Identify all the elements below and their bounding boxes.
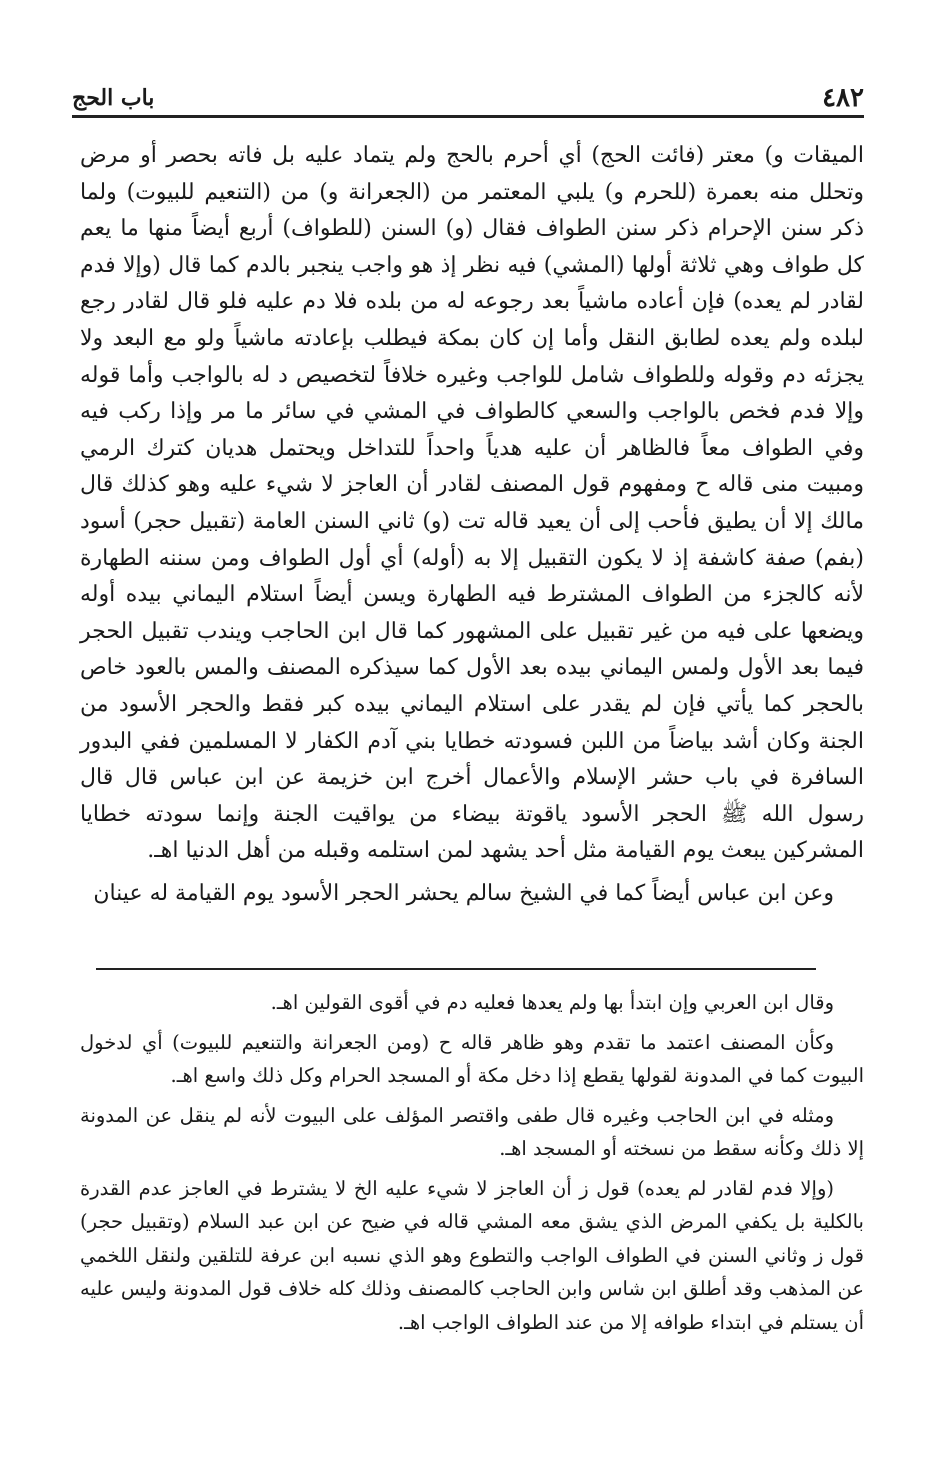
footnote-4: (وإلا فدم لقادر لم يعده) قول ز أن العاجز لا شيء عليه الخ لا يشترط في العاجز عدم القدرة بالكلية بل يكفي المرض الذي يشق معه المشي قاله في ضيح عن ابن عبد السلام (وتقبيل حجر) قول ز وثاني السنن في الطواف الواجب والتطوع وهو الذي نسبه ابن عرفة للتلقين ولنقل اللخمي عن المذهب وقد أطلق ابن شاس وابن الحاجب كالمصنف وذلك كله خلاف قول المدونة وليس عليه أن يستلم في ابتداء طوافه إلا من عند الطواف الواجب اهـ. bbox=[80, 1176, 864, 1334]
footnote-divider bbox=[96, 968, 816, 970]
main-paragraph-1: الميقات و) معتر (فائت الحج) أي أحرم بالحج ولم يتماد عليه بل فاته بحصر أو مرض وتحلل منه بعمرة (للحرم و) يلبي المعتمر من (الجعرانة و) من (التنعيم للبيوت) ولما ذكر سنن الإحرام ذكر سنن الطواف فقال (و) السنن (للطواف) أربع أيضاً منها ما يعم كل طواف وهي ثلاثة أولها (المشي) فيه نظر إذ هو واجب ينجبر بالدم كما قال (وإلا فدم لقادر لم يعده) فإن أعاده ماشياً بعد رجوعه له من بلده فلا دم عليه فلو قال لقادر رجع لبلده ولم يعده لطابق النقل وأما إن كان بمكة فيطلب بإعادته ماشياً ولو مع البعد ولا يجزئه دم وقوله وللطواف شامل للواجب وغيره خلافاً لتخصيص د له بالواجب وأما قوله وإلا فدم فخص بالواجب والسعي كالطواف في المشي في سائر ما مر وإذا ركب فيه وفي الطواف معاً فالظاهر أن عليه هدياً واحداً للتداخل ويحتمل هديان كترك الرمي ومبيت منى قاله ح ومفهوم قول المصنف لقادر أن العاجز لا شيء عليه وهو كذلك قال مالك إلا أن يطيق فأحب إلى أن يعيد قاله تت (و) ثاني السنن العامة (تقبيل حجر) أسود (بفم) صفة كاشفة إذ لا يكون التقبيل إلا به (أوله) أي أول الطواف ومن سننه الطهارة لأنه كالجزء من الطواف المشترط فيه الطهارة ويسن أيضاً استلام اليماني بيده أوله ويضعها على فيه من غير تقبيل على المشهور كما قال ابن الحاجب ويندب تقبيل الحجر فيما بعد الأول ولمس اليماني بيده بعد الأول كما سيذكره المصنف والمس بالعود خاص بالحجر كما يأتي فإن لم يقدر على استلام اليماني بيده كبر فقط والحجر الأسود من الجنة وكان أشد بياضاً من اللبن فسودته خطايا بني آدم الكفار لا المسلمين ففي البدور السافرة في باب حشر الإسلام والأعمال أخرج ابن خزيمة عن ابن عباس قال قال رسول الله ﷺ الحجر الأسود ياقوتة بيضاء من يواقيت الجنة وإنما سودته خطايا المشركين يبعث يوم القيامة مثل أحد يشهد لمن استلمه وقبله من أهل الدنيا اهـ. bbox=[80, 143, 864, 864]
footnote-2: وكأن المصنف اعتمد ما تقدم وهو ظاهر قاله ح (ومن الجعرانة والتنعيم للبيوت) أي لدخول البيوت كما في المدونة لقولها يقطع إذا دخل مكة أو المسجد الحرام وكل ذلك واسع اهـ. bbox=[80, 1030, 864, 1087]
header-rule bbox=[72, 115, 864, 118]
page-number: ٤٨٢ bbox=[822, 83, 864, 113]
footnote-3: ومثله في ابن الحاجب وغيره قال طفى واقتصر المؤلف على البيوت لأنه لم ينقل عن المدونة إلا ذلك وكأنه سقط من نسخته أو المسجد اهـ. bbox=[80, 1103, 864, 1160]
main-text bbox=[80, 138, 864, 912]
footnote-1: وقال ابن العربي وإن ابتدأ بها ولم يعدها فعليه دم في أقوى القولين اهـ. bbox=[270, 991, 834, 1014]
footnotes bbox=[80, 986, 864, 1345]
main-paragraph-2: وعن ابن عباس أيضاً كما في الشيخ سالم يحشر الحجر الأسود يوم القيامة له عينان bbox=[93, 880, 834, 906]
page-header bbox=[72, 78, 864, 118]
chapter-title: باب الحج bbox=[72, 85, 155, 111]
